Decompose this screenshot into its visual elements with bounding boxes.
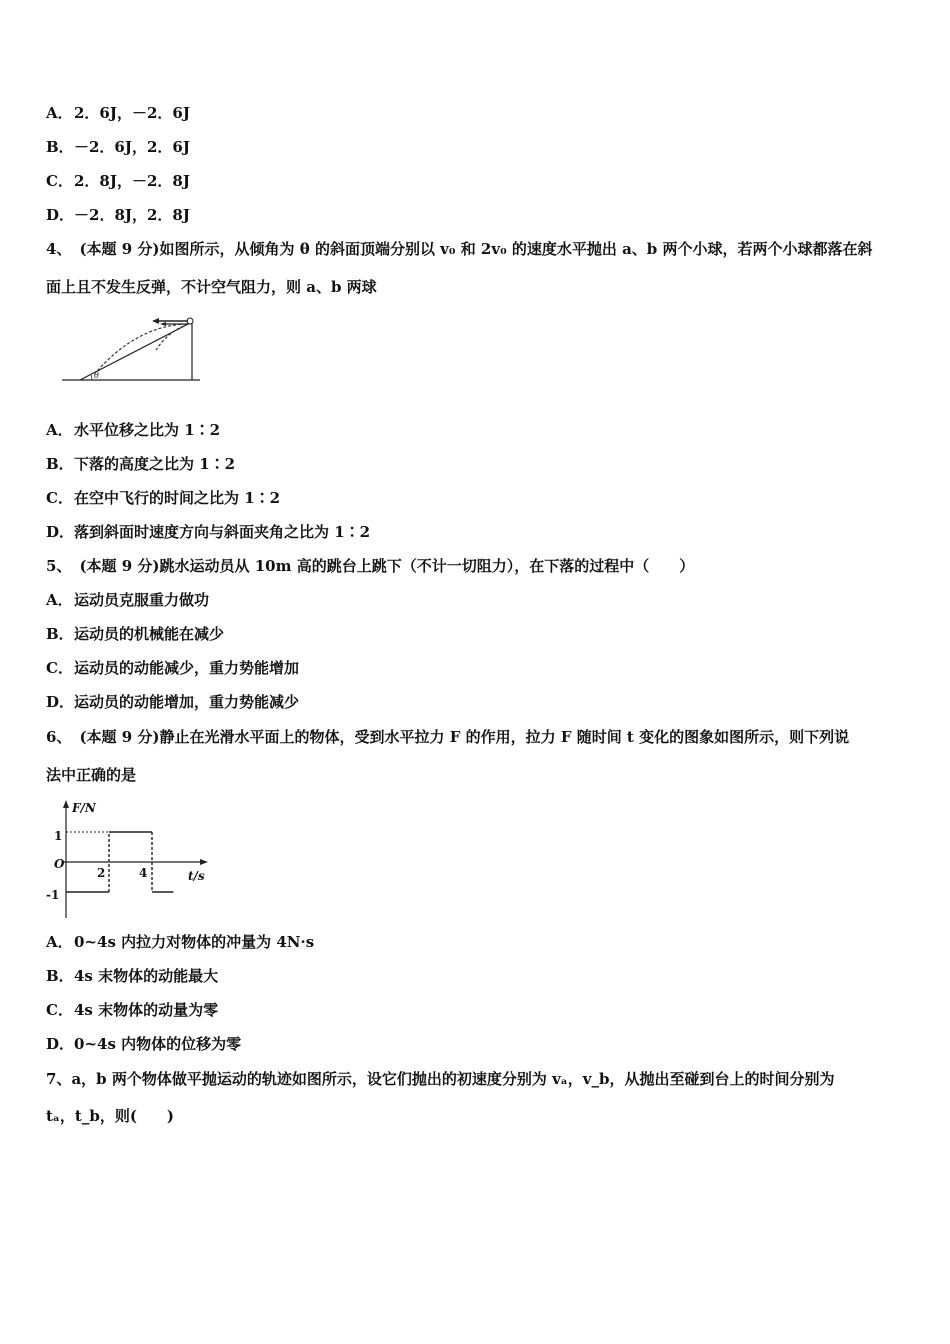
x-axis-label: t/s (188, 869, 205, 883)
question-number: 7、 (46, 1070, 72, 1088)
option-text: 在空中飞行的时间之比为 1∶2 (74, 489, 281, 507)
q5-option-b (46, 624, 224, 644)
q7-stem-line-2 (46, 1106, 174, 1126)
option-text: －2．8J，2．8J (74, 206, 190, 224)
y-axis-label: F/N (72, 801, 96, 815)
q4-option-a (46, 420, 220, 440)
option-label: C． (46, 659, 73, 677)
option-label: C． (46, 1001, 73, 1019)
option-label: B． (46, 967, 74, 985)
option-label: A． (46, 421, 73, 439)
x-tick-label-2: 2 (97, 866, 106, 880)
q4-incline-figure (58, 312, 204, 384)
q6-option-b (46, 966, 218, 986)
y-tick-label-1: 1 (54, 829, 63, 843)
q5-stem (46, 556, 694, 576)
option-label: C． (46, 489, 73, 507)
x-tick-label-4: 4 (139, 866, 148, 880)
angle-arc (91, 375, 92, 380)
q5-option-c (46, 658, 299, 678)
option-label: D． (46, 206, 75, 224)
arrow-head (160, 322, 166, 326)
q3-option-b (46, 137, 190, 157)
q6-option-d (46, 1034, 241, 1054)
q4-option-b (46, 454, 235, 474)
question-text: (本题 9 分)静止在光滑水平面上的物体，受到水平拉力 F 的作用，拉力 F 随时间 t 变化的图象如图所示，则下列说 (79, 728, 850, 746)
q5-option-a (46, 590, 209, 610)
option-label: B． (46, 138, 74, 156)
q3-option-c (46, 171, 190, 191)
q4-option-d (46, 522, 370, 542)
q6-option-c (46, 1000, 218, 1020)
y-axis-arrow (63, 800, 69, 808)
option-label: A． (46, 104, 73, 122)
q3-option-d (46, 205, 190, 225)
question-text: tₐ，t_b，则( ) (46, 1107, 175, 1125)
option-text: 2．6J，－2．6J (74, 104, 190, 122)
question-text: a，b 两个物体做平抛运动的轨迹如图所示，设它们抛出的初速度分别为 vₐ，v_b，从抛出至碰到台上的时间分别为 (71, 1070, 835, 1088)
option-text: 4s 末物体的动能最大 (74, 967, 219, 985)
q6-stem-line-2 (46, 765, 136, 785)
trajectory-b (98, 324, 186, 370)
option-text: 4s 末物体的动量为零 (74, 1001, 219, 1019)
option-label: B． (46, 625, 74, 643)
option-text: 0~4s 内拉力对物体的冲量为 4N·s (74, 933, 315, 951)
option-text: 水平位移之比为 1∶2 (74, 421, 221, 439)
angle-label: θ (94, 371, 99, 380)
q6-option-a (46, 932, 314, 952)
q6-stem-line-1 (46, 727, 849, 747)
option-label: D． (46, 523, 75, 541)
q4-stem-line-2 (46, 277, 377, 297)
option-label: B． (46, 455, 74, 473)
q7-stem-line-1 (46, 1069, 835, 1089)
question-number: 5、 (46, 557, 72, 575)
q3-option-a (46, 103, 190, 123)
q5-option-d (46, 692, 299, 712)
q6-force-time-chart (42, 796, 212, 922)
option-label: A． (46, 933, 73, 951)
arrow-head (152, 318, 159, 324)
option-text: 运动员的动能增加，重力势能减少 (74, 693, 300, 711)
q4-option-c (46, 488, 280, 508)
question-text: 面上且不发生反弹，不计空气阻力，则 a、b 两球 (46, 278, 377, 296)
option-label: D． (46, 693, 75, 711)
option-text: 0~4s 内物体的位移为零 (74, 1035, 242, 1053)
origin-label: O (54, 857, 65, 871)
option-label: C． (46, 172, 73, 190)
question-text: 法中正确的是 (46, 766, 137, 784)
option-text: 2．8J，－2．8J (74, 172, 190, 190)
option-text: 下落的高度之比为 1∶2 (74, 455, 236, 473)
x-axis-arrow (200, 859, 208, 865)
question-number: 4、 (46, 240, 72, 258)
question-number: 6、 (46, 728, 72, 746)
option-text: 运动员的机械能在减少 (74, 625, 225, 643)
option-text: 落到斜面时速度方向与斜面夹角之比为 1∶2 (74, 523, 371, 541)
q4-stem-line-1 (46, 239, 873, 259)
option-text: 运动员的动能减少，重力势能增加 (74, 659, 300, 677)
question-text: (本题 9 分)跳水运动员从 10m 高的跳台上跳下（不计一切阻力），在下落的过程中（ ） (79, 557, 695, 575)
question-text: (本题 9 分)如图所示，从倾角为 θ 的斜面顶端分别以 v₀ 和 2v₀ 的速度水平抛出 a、b 两个小球，若两个小球都落在斜 (79, 240, 873, 258)
option-label: D． (46, 1035, 75, 1053)
option-label: A． (46, 591, 73, 609)
option-text: －2．6J，2．6J (74, 138, 190, 156)
option-text: 运动员克服重力做功 (74, 591, 210, 609)
y-tick-label-neg1: -1 (46, 888, 60, 902)
